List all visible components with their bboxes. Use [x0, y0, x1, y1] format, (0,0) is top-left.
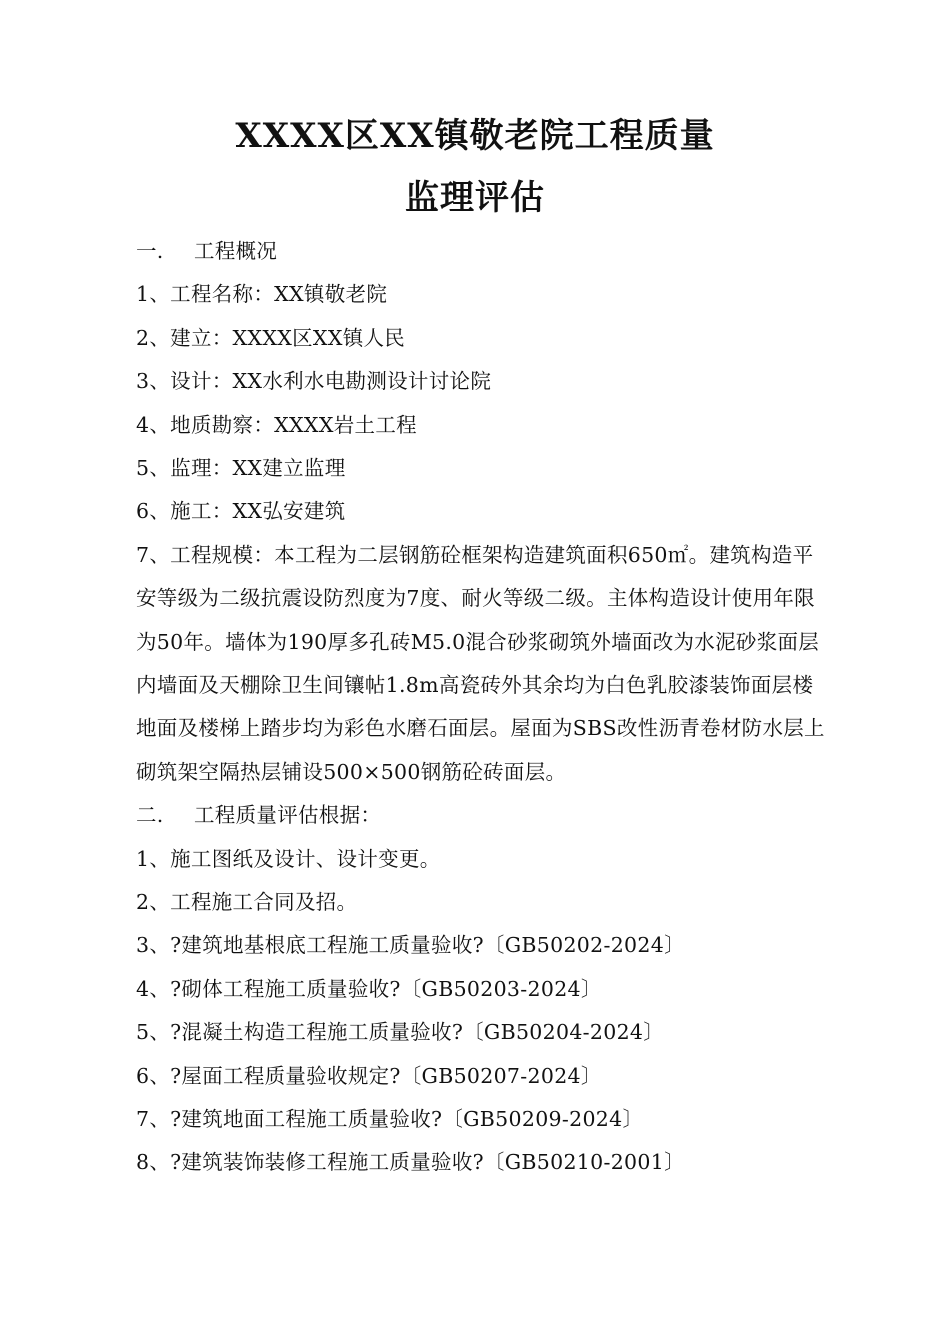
list-item: 6、施工：XX弘安建筑 [136, 499, 346, 524]
list-item: 3、?建筑地基根底工程施工质量验收?〔GB50202-2024〕 [136, 933, 685, 958]
document-title-line-1: XXXX区XX镇敬老院工程质量 [235, 116, 715, 156]
section-heading-basis [136, 794, 836, 837]
list-item: 6、?屋面工程质量验收规定?〔GB50207-2024〕 [136, 1063, 602, 1088]
list-item: 7、?建筑地面工程施工质量验收?〔GB50209-2024〕 [136, 1106, 644, 1131]
list-item: 4、地质勘察：XXXX岩土工程 [136, 412, 417, 437]
list-item: 2、建立：XXXX区XX镇人民 [136, 325, 406, 350]
section-title: 工程概况 [194, 239, 278, 263]
section-title: 工程质量评估根据： [194, 803, 382, 828]
list-item: 3、设计：XX水利水电勘测设计讨论院 [136, 369, 492, 394]
list-item: 5、?混凝土构造工程施工质量验收?〔GB50204-2024〕 [136, 1020, 665, 1045]
document-title-line-2: 监理评估 [405, 178, 545, 218]
list-item: 8、?建筑装饰装修工程施工质量验收?〔GB50210-2001〕 [136, 1150, 685, 1175]
list-item: 5、监理：XX建立监理 [136, 455, 346, 480]
section-heading-overview [136, 230, 836, 273]
list-item: 4、?砌体工程施工质量验收?〔GB50203-2024〕 [136, 976, 602, 1001]
section-number: 二. [136, 803, 164, 828]
section-number: 一. [136, 239, 164, 263]
list-item: 2、工程施工合同及招。 [136, 889, 358, 914]
document-body [136, 230, 836, 1185]
project-scale-paragraph: 7、工程规模：本工程为二层钢筋砼框架构造建筑面积650㎡。建筑构造平安等级为二级抗震设防烈度为7度、耐火等级二级。主体构造设计使用年限为50年。墙体为190厚多孔砖M5.0混合砂浆砌筑外墙面改为水泥砂浆面层内墙面及天棚除卫生间镶帖1.8m高瓷砖外其余均为白色乳胶漆装饰面层楼地面及楼梯上踏步均为彩色水磨石面层。屋面为SBS改性沥青卷材防水层上砌筑架空隔热层铺设500×500钢筋砼砖面层。 [136, 542, 825, 784]
list-item: 1、工程名称：XX镇敬老院 [136, 282, 388, 307]
list-item: 1、施工图纸及设计、设计变更。 [136, 846, 441, 871]
